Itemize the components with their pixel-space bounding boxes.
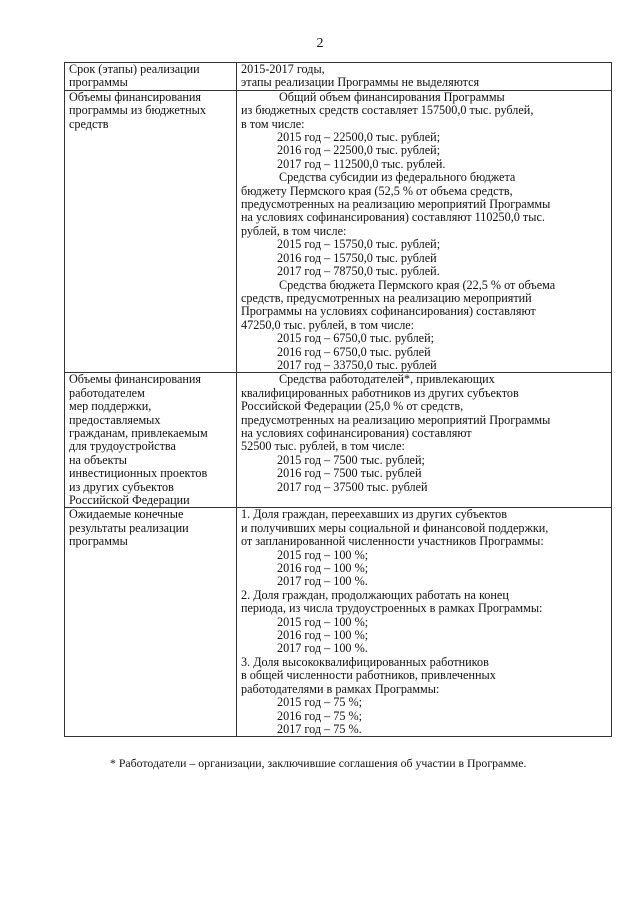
page-number: 2 <box>316 36 324 51</box>
label-line: Ожидаемые конечные <box>69 507 184 522</box>
label-line: программы из бюджетных <box>69 103 206 118</box>
content-line: 2015-2017 годы, <box>241 62 325 76</box>
content-line: этапы реализации Программы не выделяются <box>241 75 480 90</box>
year-line: 2015 год – 22500,0 тыс. рублей; <box>277 130 441 145</box>
content-line: периода, из числа трудоустроенных в рамках Программы: <box>241 601 543 616</box>
table-row <box>65 373 612 508</box>
year-line: 2016 год – 6750,0 тыс. рублей <box>277 344 431 359</box>
content-line: Средства работодателей*, привлекающих <box>279 372 495 387</box>
year-line: 2017 год – 100 %. <box>277 641 368 656</box>
content-line: 52500 тыс. рублей, в том числе: <box>241 439 405 454</box>
label-line: Срок (этапы) реализации <box>69 62 200 76</box>
content-line: рублей, в том числе: <box>241 223 347 238</box>
content-line: Средства бюджета Пермского края (22,5 % от объема <box>279 277 556 292</box>
content-line: 47250,0 тыс. рублей, в том числе: <box>241 317 415 332</box>
year-line: 2015 год – 6750,0 тыс. рублей; <box>277 331 434 346</box>
content-line: Российской Федерации (25,0 % от средств, <box>241 399 464 414</box>
content-line: 3. Доля высококвалифицированных работников <box>241 654 489 669</box>
label-line: работодателем <box>69 385 145 400</box>
label-line: средств <box>69 116 109 131</box>
year-line: 2017 год – 78750,0 тыс. рублей. <box>277 264 440 279</box>
content-line: из бюджетных средств составляет 157500,0 тыс. рублей, <box>241 103 534 118</box>
content-line: работодателями в рамках Программы: <box>241 681 440 696</box>
label-line: Объемы финансирования <box>69 372 202 387</box>
program-passport-table <box>64 62 612 737</box>
label-line: из других субъектов <box>69 479 174 494</box>
label-line: Объемы финансирования <box>69 89 202 104</box>
content-line: в общей численности работников, привлеченных <box>241 668 496 683</box>
year-line: 2016 год – 75 %; <box>277 708 363 723</box>
label-line: гражданам, привлекаемым <box>69 425 208 440</box>
row-label-cell <box>65 90 237 373</box>
row-content-cell <box>237 63 612 91</box>
label-line: на объекты <box>69 452 127 467</box>
label-line: предоставляемых <box>69 412 161 427</box>
content-line: Общий объем финансирования Программы <box>279 89 505 104</box>
content-line: 2. Доля граждан, продолжающих работать на конец <box>241 587 509 602</box>
year-line: 2016 год – 100 %; <box>277 628 369 643</box>
content-line: Средства субсидии из федерального бюджета <box>279 170 516 185</box>
year-line: 2017 год – 33750,0 тыс. рублей <box>277 357 437 372</box>
row-content-cell <box>237 90 612 373</box>
content-line: 1. Доля граждан, переехавших из других субъектов <box>241 507 507 522</box>
content-line: предусмотренных на реализацию мероприятий Программы <box>241 412 551 427</box>
row-label-cell <box>65 63 237 91</box>
content-line: на условиях софинансирования) составляют <box>241 425 472 440</box>
table-body <box>65 63 612 737</box>
year-line: 2017 год – 100 %. <box>277 574 368 589</box>
year-line: 2015 год – 100 %; <box>277 614 369 629</box>
footnote: * Работодатели – организации, заключившие соглашения об участии в Программе. <box>110 756 527 770</box>
table-row <box>65 63 612 91</box>
label-line: для трудоустройства <box>69 439 176 454</box>
year-line: 2015 год – 75 %; <box>277 695 363 710</box>
label-line: мер поддержки, <box>69 399 152 414</box>
label-line: Российской Федерации <box>69 493 190 507</box>
year-line: 2015 год – 7500 тыс. рублей; <box>277 452 425 467</box>
row-label-cell <box>65 373 237 508</box>
year-line: 2016 год – 7500 тыс. рублей <box>277 466 422 481</box>
content-line: и получивших меры социальной и финансовой поддержки, <box>241 520 549 535</box>
year-line: 2015 год – 15750,0 тыс. рублей; <box>277 237 441 252</box>
row-label-cell <box>65 508 237 737</box>
label-line: программы <box>69 534 128 549</box>
table-row <box>65 90 612 373</box>
year-line: 2017 год – 37500 тыс. рублей <box>277 479 428 494</box>
year-line: 2017 год – 112500,0 тыс. рублей. <box>277 156 446 171</box>
year-line: 2016 год – 100 %; <box>277 561 369 576</box>
content-line: Программы на условиях софинансирования) составляют <box>241 304 536 319</box>
row-content-cell <box>237 373 612 508</box>
year-line: 2016 год – 15750,0 тыс. рублей <box>277 250 437 265</box>
content-line: на условиях софинансирования) составляют 110250,0 тыс. <box>241 210 545 225</box>
row-content-cell <box>237 508 612 737</box>
content-line: предусмотренных на реализацию мероприятий Программы <box>241 197 551 212</box>
label-line: результаты реализации <box>69 520 189 535</box>
year-line: 2015 год – 100 %; <box>277 547 369 562</box>
year-line: 2017 год – 75 %. <box>277 721 362 736</box>
content-line: средств, предусмотренных на реализацию мероприятий <box>241 290 532 305</box>
label-line: программы <box>69 75 128 90</box>
content-line: от запланированной численности участников Программы: <box>241 534 544 549</box>
content-line: в том числе: <box>241 116 305 131</box>
label-line: инвестиционных проектов <box>69 466 208 481</box>
content-line: бюджету Пермского края (52,5 % от объема средств, <box>241 183 513 198</box>
year-line: 2016 год – 22500,0 тыс. рублей; <box>277 143 441 158</box>
table-row <box>65 508 612 737</box>
content-line: квалифицированных работников из других субъектов <box>241 385 519 400</box>
